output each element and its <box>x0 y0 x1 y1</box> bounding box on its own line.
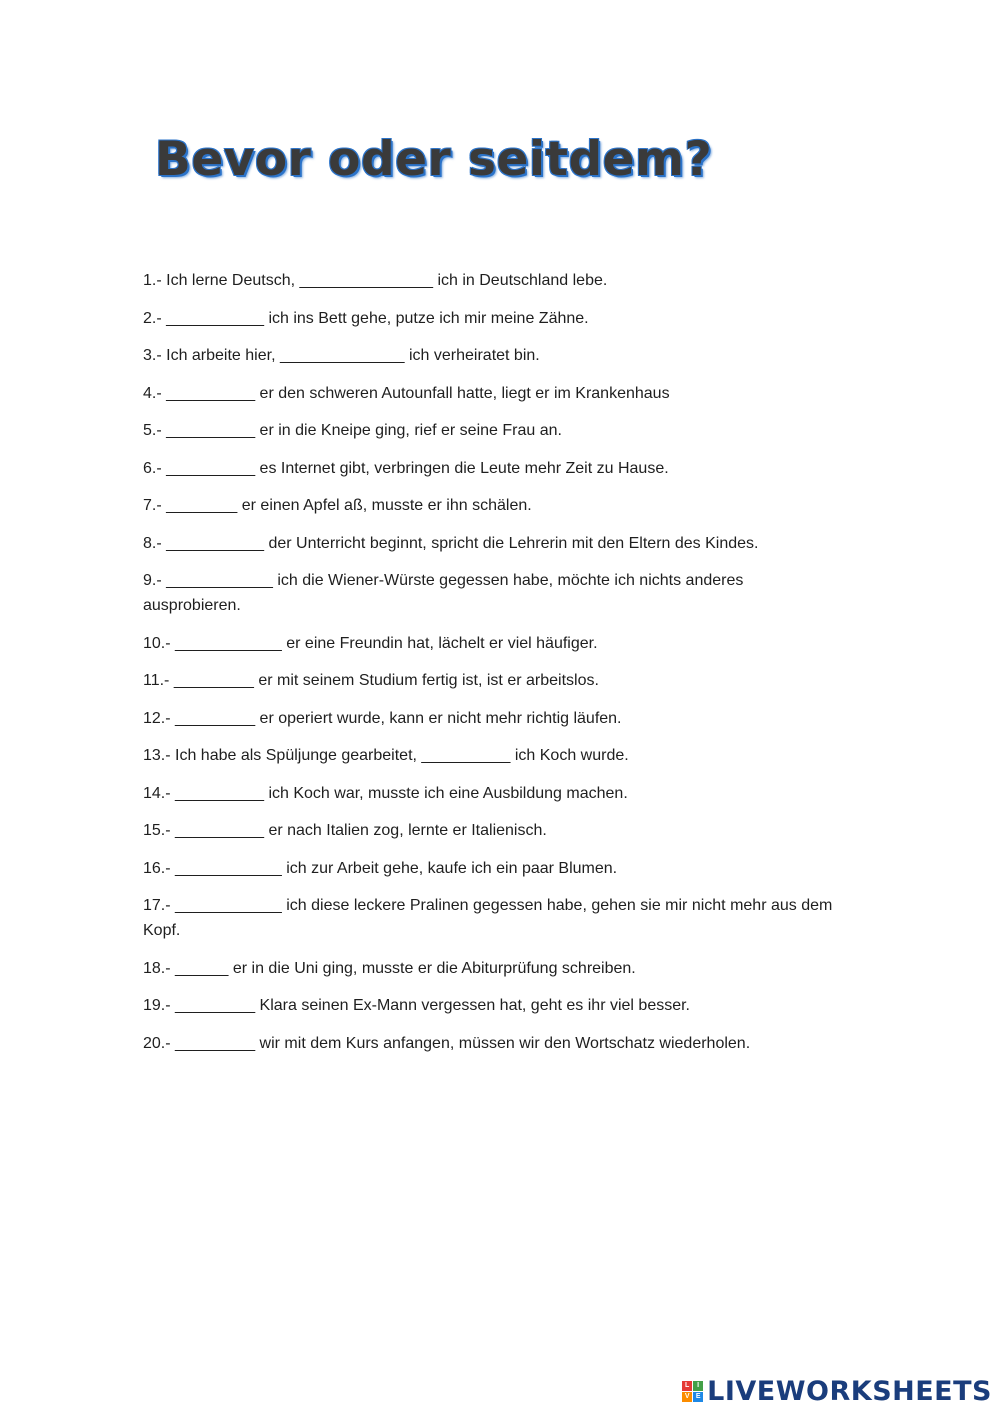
exercise-list <box>143 268 843 1068</box>
brand-name: LIVEWORKSHEETS <box>707 1376 992 1407</box>
exercise-item-2: 2.- ___________ ich ins Bett gehe, putze ich mir meine Zähne. <box>143 309 589 327</box>
liveworksheets-logo-icon <box>682 1381 703 1402</box>
exercise-item-1: 1.- Ich lerne Deutsch, _______________ ich in Deutschland lebe. <box>143 272 608 289</box>
exercise-item-17: 17.- ____________ ich diese leckere Pralinen gegessen habe, gehen sie mir nicht mehr aus dem Kopf. <box>143 897 837 939</box>
exercise-item-12: 12.- _________ er operiert wurde, kann er nicht mehr richtig läufen. <box>143 709 622 727</box>
exercise-item-6: 6.- __________ es Internet gibt, verbringen die Leute mehr Zeit zu Hause. <box>143 459 669 477</box>
exercise-item-4: 4.- __________ er den schweren Autounfall hatte, liegt er im Krankenhaus <box>143 384 670 402</box>
exercise-item-9: 9.- ____________ ich die Wiener-Würste gegessen habe, möchte ich nichts anderes ausprobieren. <box>143 572 748 614</box>
exercise-item-5: 5.- __________ er in die Kneipe ging, rief er seine Frau an. <box>143 422 562 439</box>
exercise-item-7: 7.- ________ er einen Apfel aß, musste er ihn schälen. <box>143 497 532 514</box>
exercise-item-13: 13.- Ich habe als Spüljunge gearbeitet, __________ ich Koch wurde. <box>143 747 629 764</box>
exercise-item-20: 20.- _________ wir mit dem Kurs anfangen, müssen wir den Wortschatz wiederholen. <box>143 1034 751 1052</box>
logo-letter-l: L <box>682 1381 692 1391</box>
exercise-item-14: 14.- __________ ich Koch war, musste ich eine Ausbildung machen. <box>143 784 628 802</box>
exercise-item-15: 15.- __________ er nach Italien zog, lernte er Italienisch. <box>143 822 547 839</box>
exercise-item-10: 10.- ____________ er eine Freundin hat, lächelt er viel häufiger. <box>143 634 598 652</box>
logo-letter-v: V <box>682 1392 692 1402</box>
exercise-item-18: 18.- ______ er in die Uni ging, musste er die Abiturprüfung schreiben. <box>143 959 636 977</box>
exercise-item-3: 3.- Ich arbeite hier, ______________ ich verheiratet bin. <box>143 347 540 364</box>
exercise-item-19: 19.- _________ Klara seinen Ex-Mann vergessen hat, geht es ihr viel besser. <box>143 997 690 1014</box>
worksheet-title: Bevor oder seitdem? <box>155 132 713 187</box>
exercise-item-16: 16.- ____________ ich zur Arbeit gehe, kaufe ich ein paar Blumen. <box>143 859 618 877</box>
exercise-item-8: 8.- ___________ der Unterricht beginnt, spricht die Lehrerin mit den Eltern des Kindes. <box>143 534 759 552</box>
logo-letter-e: E <box>693 1392 703 1402</box>
exercise-item-11: 11.- _________ er mit seinem Studium fertig ist, ist er arbeitslos. <box>143 672 599 689</box>
logo-letter-i: I <box>693 1381 703 1391</box>
liveworksheets-brand <box>682 1376 992 1407</box>
